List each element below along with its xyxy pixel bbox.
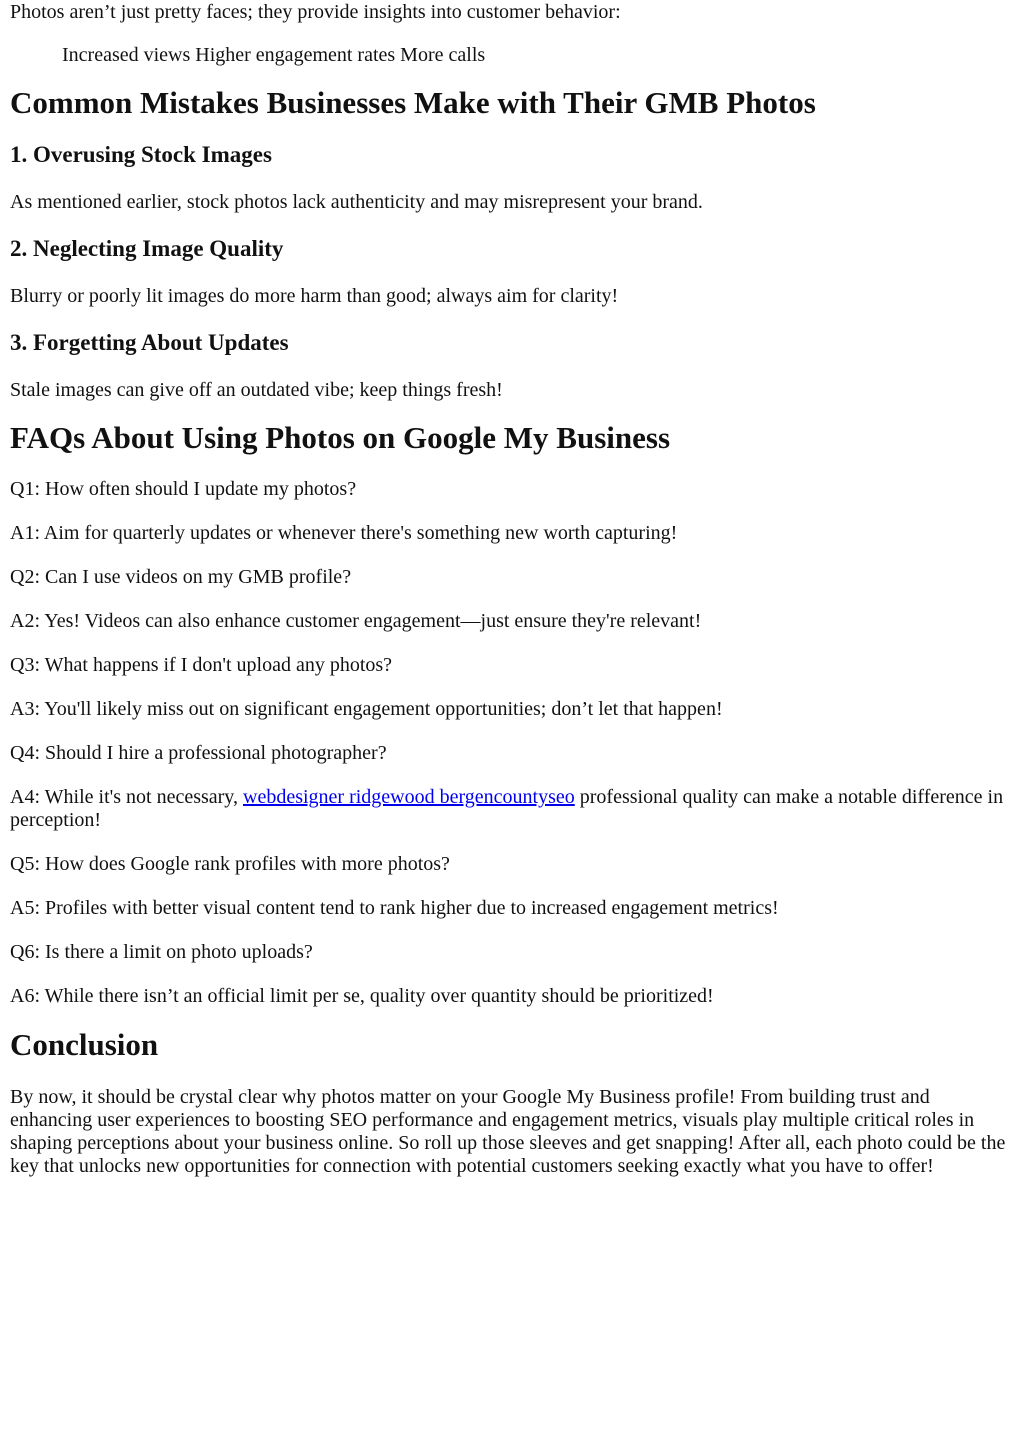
- faq-answer-text: A4: While it's not necessary,: [10, 786, 243, 808]
- insights-list: Increased views Higher engagement rates More calls: [62, 44, 486, 66]
- faq-question: Q3: What happens if I don't upload any photos?: [10, 654, 393, 676]
- faq-question: Q6: Is there a limit on photo uploads?: [10, 941, 313, 963]
- faq-answer: A3: You'll likely miss out on significant engagement opportunities; don’t let that happen!: [10, 698, 723, 720]
- faq-answer-text: professional quality can make a notable difference in perception!: [10, 786, 1004, 831]
- faq-answer: A6: While there isn’t an official limit per se, quality over quantity should be prioritized!: [10, 985, 714, 1007]
- mistake-text: Blurry or poorly lit images do more harm than good; always aim for clarity!: [10, 285, 619, 307]
- mistake-text: Stale images can give off an outdated vibe; keep things fresh!: [10, 379, 503, 401]
- conclusion-heading: Conclusion: [10, 1027, 159, 1062]
- mistake-title: 1. Overusing Stock Images: [10, 142, 272, 167]
- mistake-title: 3. Forgetting About Updates: [10, 330, 289, 355]
- faq-question: Q1: How often should I update my photos?: [10, 478, 357, 500]
- faq-question: Q5: How does Google rank profiles with more photos?: [10, 853, 450, 875]
- mistake-text: As mentioned earlier, stock photos lack authenticity and may misrepresent your brand.: [10, 191, 703, 213]
- faq-question: Q4: Should I hire a professional photographer?: [10, 742, 387, 764]
- faq-answer: A5: Profiles with better visual content tend to rank higher due to increased engagement metrics!: [10, 897, 779, 919]
- faq-answer: A2: Yes! Videos can also enhance customer engagement—just ensure they're relevant!: [10, 610, 702, 632]
- faqs-heading: FAQs About Using Photos on Google My Business: [10, 420, 671, 455]
- conclusion-paragraph: By now, it should be crystal clear why photos matter on your Google My Business profile! From building trust and enhancing user experiences to boosting SEO performance and engagement metrics, visuals play multiple critical roles in shaping perceptions about your business online. So roll up those sleeves and get snapping! After all, each photo could be the key that unlocks new opportunities for connection with potential customers seeking exactly what you have to offer!: [10, 1086, 1006, 1177]
- faq-answer: A1: Aim for quarterly updates or whenever there's something new worth capturing!: [10, 522, 678, 544]
- faq-question: Q2: Can I use videos on my GMB profile?: [10, 566, 352, 588]
- mistake-title: 2. Neglecting Image Quality: [10, 236, 284, 261]
- faq-answer: [10, 786, 1014, 832]
- intro-paragraph: Photos aren’t just pretty faces; they provide insights into customer behavior:: [10, 1, 621, 23]
- article-body: [10, 0, 1014, 1178]
- mistakes-heading: Common Mistakes Businesses Make with Their GMB Photos: [10, 85, 816, 120]
- webdesigner-link[interactable]: webdesigner ridgewood bergencountyseo: [243, 786, 575, 808]
